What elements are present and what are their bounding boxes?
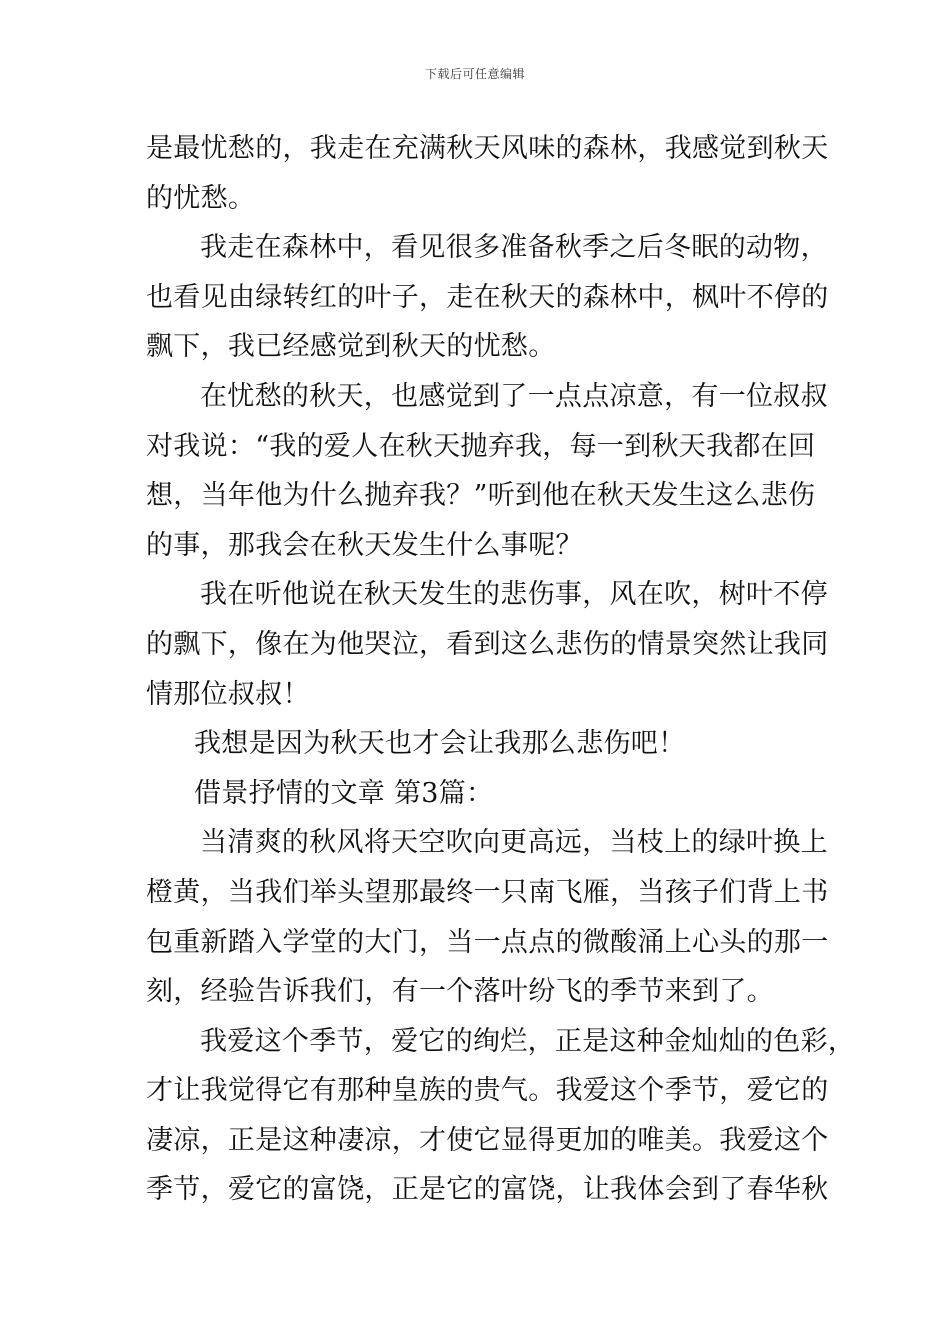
paragraph-start-line: 当清爽的秋风将天空吹向更高远，当枝上的绿叶换上 (200, 827, 828, 859)
text-line: 情那位叔叔！ (146, 678, 310, 710)
text-line: 季节，爱它的富饶，正是它的富饶，让我体会到了春华秋 (146, 1174, 829, 1206)
paragraph-start-line: 我在听他说在秋天发生的悲伤事，风在吹，树叶不停 (200, 579, 828, 611)
paragraph-start-line: 我走在森林中，看见很多准备秋季之后冬眠的动物， (200, 232, 828, 264)
text-line: 的忧愁。 (146, 182, 256, 214)
text-line: 想，当年他为什么抛弃我？”听到他在秋天发生这么悲伤 (146, 480, 816, 512)
article-body (146, 124, 856, 1215)
text-line: 橙黄，当我们举头望那最终一只南飞雁，当孩子们背上书 (146, 876, 829, 908)
text-line: 的事，那我会在秋天发生什么事呢？ (146, 529, 583, 561)
paragraph-start-line: 在忧愁的秋天，也感觉到了一点点凉意，有一位叔叔 (200, 380, 828, 412)
text-line: 的飘下，像在为他哭泣，看到这么悲伤的情景突然让我同 (146, 628, 829, 660)
section-heading: 借景抒情的文章 第3篇： (194, 777, 494, 809)
paragraph-start-line: 我想是因为秋天也才会让我那么悲伤吧！ (194, 728, 686, 760)
text-line: 凄凉，正是这种凄凉，才使它显得更加的唯美。我爱这个 (146, 1124, 829, 1156)
text-line: 是最忧愁的，我走在充满秋天风味的森林，我感觉到秋天 (146, 133, 829, 164)
text-line: 才让我觉得它有那种皇族的贵气。我爱这个季节，爱它的 (146, 1075, 829, 1107)
text-line: 飘下，我已经感觉到秋天的忧愁。 (146, 331, 556, 363)
paragraph-start-line: 我爱这个季节，爱它的绚烂，正是这种金灿灿的色彩， (200, 1025, 856, 1057)
text-line: 刻，经验告诉我们，有一个落叶纷飞的季节来到了。 (146, 976, 774, 1008)
text-line: 也看见由绿转红的叶子，走在秋天的森林中，枫叶不停的 (146, 281, 829, 313)
text-line: 对我说：“我的爱人在秋天抛弃我，每一到秋天我都在回 (146, 430, 816, 462)
text-line: 包重新踏入学堂的大门，当一点点的微酸涌上心头的那一 (146, 926, 829, 958)
header-note: 下载后可任意编辑 (424, 67, 525, 81)
